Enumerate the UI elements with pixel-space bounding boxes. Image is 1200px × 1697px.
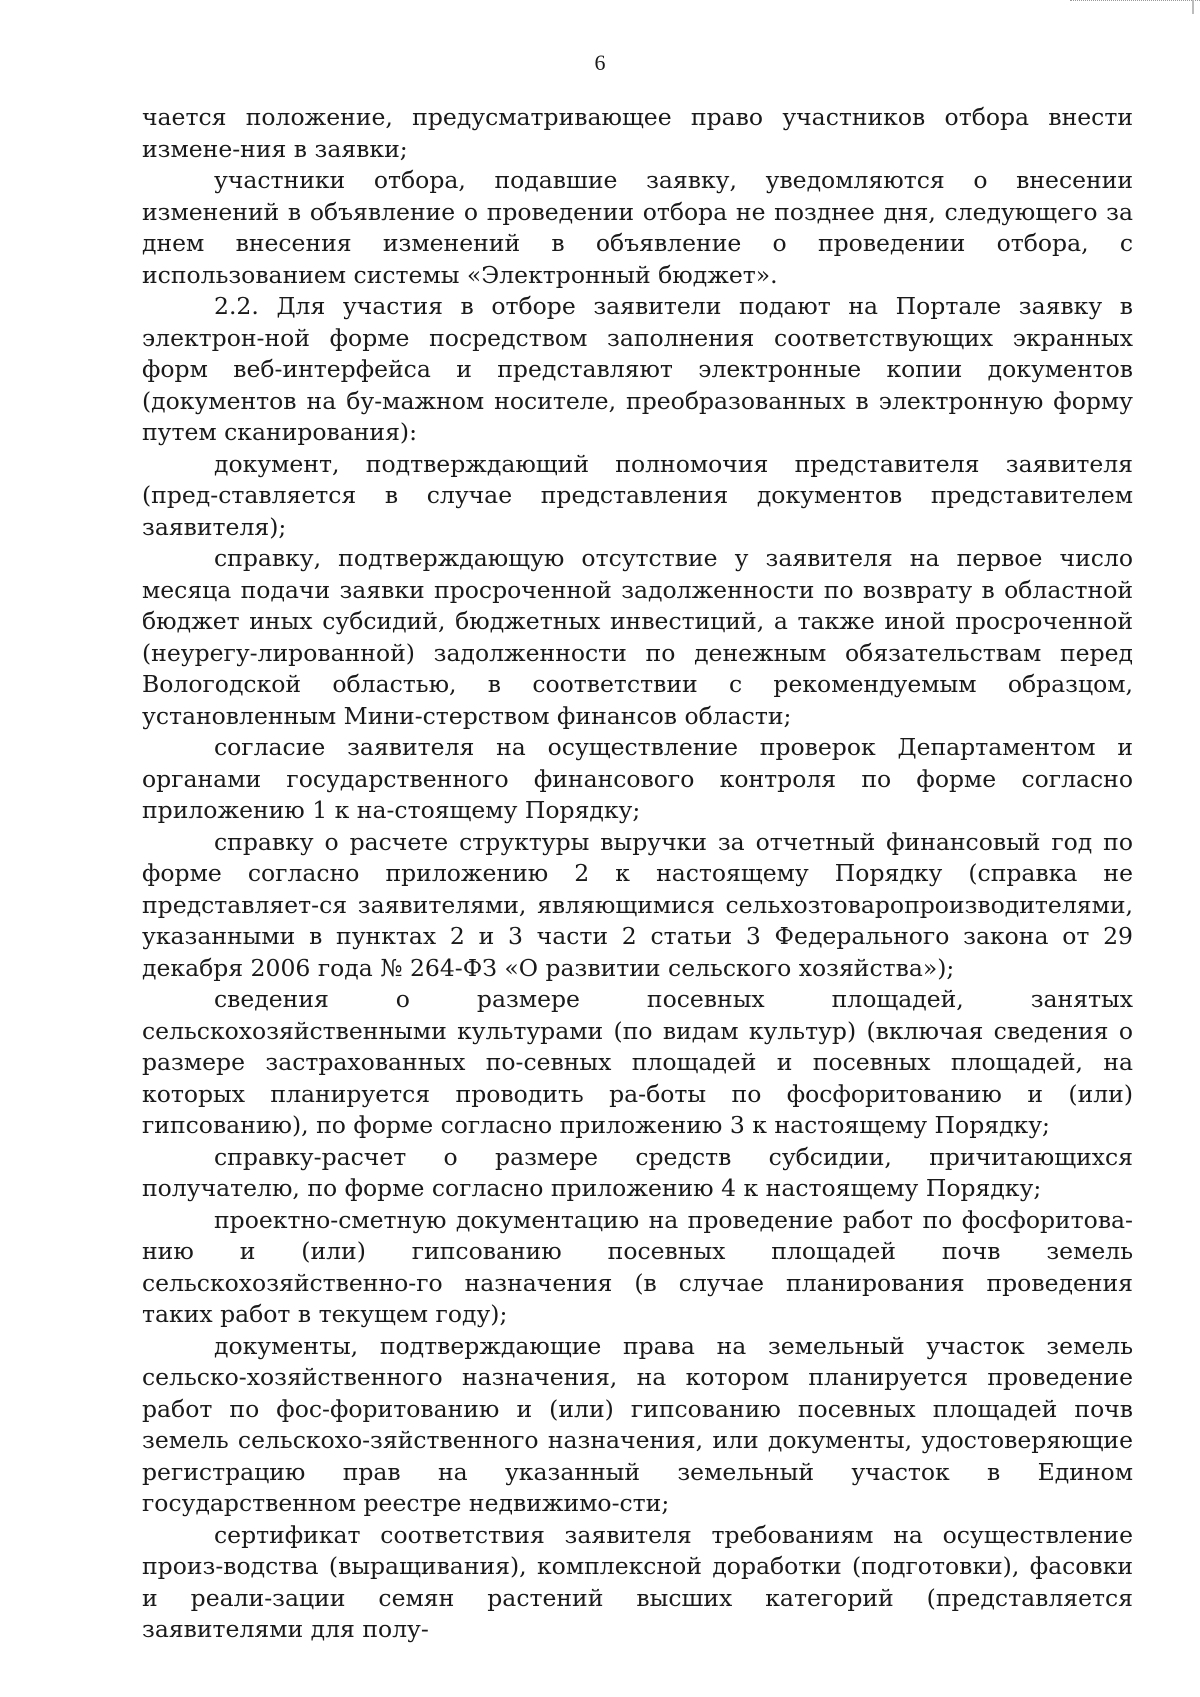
paragraph-list-item: справку, подтверждающую отсутствие у заявителя на первое число месяца подачи заявки просроченной задолженности по возврату в областной бюджет иных субсидий, бюджетных инвестиций, а также иной просроченной (неурегу-лированной) задолженности по денежным обязательствам перед Вологодской областью, в соответствии с рекомендуемым образцом, установленным Мини-стерством финансов области; <box>142 544 1133 730</box>
document-body <box>142 102 1133 1646</box>
page-number: 6 <box>594 50 606 75</box>
paragraph-list-item: согласие заявителя на осуществление проверок Департаментом и органами государственного финансового контроля по форме согласно приложению 1 к на-стоящему Порядку; <box>142 733 1133 824</box>
scan-edge-dot <box>1192 0 1194 14</box>
paragraph-list-item: справку о расчете структуры выручки за отчетный финансовый год по форме согласно приложению 2 к настоящему Порядку (справка не представляет-ся заявителями, являющимися сельхозтоваропроизводителями, указанными в пунктах 2 и 3 части 2 статьи 3 Федерального закона от 29 декабря 2006 года № 264-ФЗ «О развитии сельского хозяйства»); <box>142 827 1133 982</box>
paragraph-continuation: чается положение, предусматривающее право участников отбора внести измене-ния в заявки; <box>142 103 1133 163</box>
paragraph-list-item: справку-расчет о размере средств субсидии, причитающихся получателю, по форме согласно приложению 4 к настоящему Порядку; <box>142 1142 1133 1202</box>
paragraph-section-2-2: 2.2. Для участия в отборе заявители подают на Портале заявку в электрон-ной форме посредством заполнения соответствующих экранных форм веб-интерфейса и представляют электронные копии документов (документов на бу-мажном носителе, преобразованных в электронную форму путем сканирования): <box>142 292 1133 446</box>
paragraph-list-item: документы, подтверждающие права на земельный участок земель сельско-хозяйственного назначения, на котором планируется проведение работ по фос-форитованию и (или) гипсованию посевных площадей почв земель сельскохо-зяйственного назначения, или документы, удостоверяющие регистрацию прав на указанный земельный участок в Едином государственном реестре недвижимо-сти; <box>142 1331 1133 1517</box>
paragraph-list-item: документ, подтверждающий полномочия представителя заявителя (пред-ставляется в случае представления документов представителем заявителя); <box>142 449 1133 541</box>
paragraph: участники отбора, подавшие заявку, уведомляются о внесении изменений в объявление о проведении отбора не позднее дня, следующего за днем внесения изменений в объявление о проведении отбора, с использованием системы «Электронный бюджет». <box>142 166 1133 289</box>
paragraph-list-item: сведения о размере посевных площадей, занятых сельскохозяйственными культурами (по видам культур) (включая сведения о размере застрахованных по-севных площадей и посевных площадей, на которых планируется проводить ра-боты по фосфоритованию и (или) гипсованию), по форме согласно приложению 3 к настоящему Порядку; <box>142 985 1133 1139</box>
scan-edge-mark <box>1070 0 1200 5</box>
paragraph-list-item: проектно-сметную документацию на проведение работ по фосфоритова-нию и (или) гипсованию посевных площадей почв земель сельскохозяйственно-го назначения (в случае планирования проведения таких работ в текущем году); <box>142 1205 1133 1328</box>
paragraph-list-item: сертификат соответствия заявителя требованиям на осуществление произ-водства (выращивания), комплексной доработки (подготовки), фасовки и реали-зации семян растений высших категорий (представляется заявителями для полу- <box>142 1520 1133 1643</box>
